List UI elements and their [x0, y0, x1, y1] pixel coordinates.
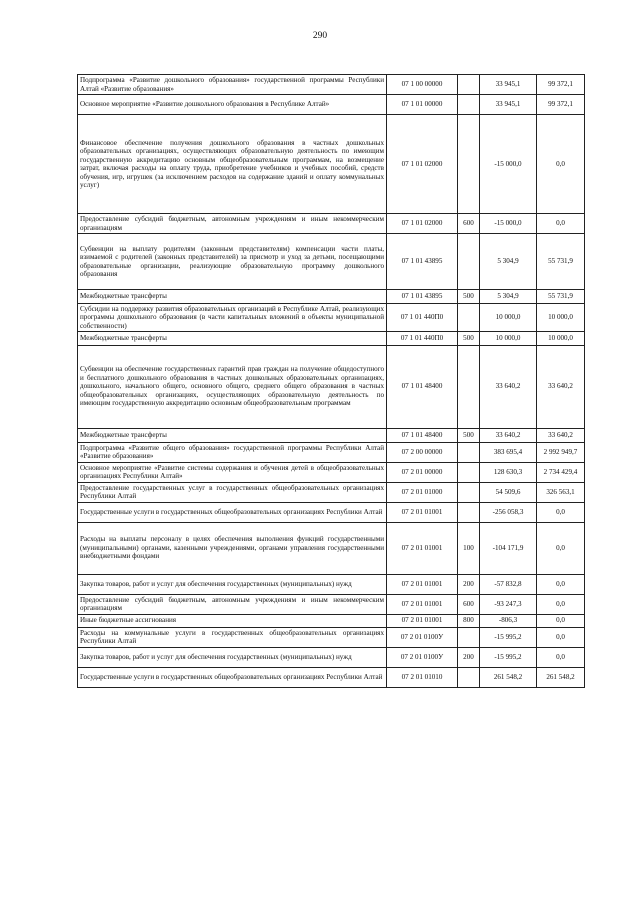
table-row	[78, 614, 585, 627]
row-value-2: 99 372,1	[537, 75, 585, 95]
row-value-1: 33 945,1	[480, 75, 537, 95]
row-value-2: 0,0	[537, 214, 585, 234]
row-name: Государственные услуги в государственных общеобразовательных организациях Республики Алтай	[78, 502, 387, 522]
table-row	[78, 345, 585, 428]
row-code: 07 1 01 43895	[387, 290, 458, 304]
table-row	[78, 214, 585, 234]
table-row	[78, 647, 585, 667]
table-row	[78, 502, 585, 522]
row-value-1: 10 000,0	[480, 304, 537, 332]
row-code: 07 1 00 00000	[387, 75, 458, 95]
row-name: Подпрограмма «Развитие общего образования» государственной программы Республики Алтай «Развитие образования»	[78, 442, 387, 462]
row-value-2: 33 640,2	[537, 428, 585, 442]
row-value-2: 0,0	[537, 522, 585, 574]
table-row	[78, 522, 585, 574]
row-expense-type	[458, 95, 480, 115]
row-value-1: -104 171,9	[480, 522, 537, 574]
row-code: 07 2 01 0100У	[387, 627, 458, 647]
row-name: Подпрограмма «Развитие дошкольного образования» государственной программы Республики Алтай «Развитие образования»	[78, 75, 387, 95]
row-value-1: 33 640,2	[480, 345, 537, 428]
row-code: 07 1 01 440П0	[387, 331, 458, 345]
row-expense-type: 100	[458, 522, 480, 574]
row-value-1: 261 548,2	[480, 667, 537, 687]
row-expense-type	[458, 667, 480, 687]
row-value-2: 326 563,1	[537, 482, 585, 502]
row-code: 07 1 01 02000	[387, 214, 458, 234]
row-name: Финансовое обеспечение получения дошкольного образования в частных дошкольных образовательных организациях, осуществляющих образовательную деятельность по имеющим государственную аккредитацию основным общеобразовательным программам, на возмещение затрат, включая расходы на оплату труда, приобретение учебников и учебных пособий, средств обучения, игр, игрушек (за исключением расходов на содержание зданий и оплату коммунальных услуг)	[78, 115, 387, 214]
table-row	[78, 442, 585, 462]
row-value-2: 55 731,9	[537, 234, 585, 290]
row-value-2: 99 372,1	[537, 95, 585, 115]
row-value-1: -256 058,3	[480, 502, 537, 522]
row-expense-type: 500	[458, 290, 480, 304]
row-value-1: 33 640,2	[480, 428, 537, 442]
table-row	[78, 304, 585, 332]
row-code: 07 1 01 48400	[387, 345, 458, 428]
table-row	[78, 290, 585, 304]
row-expense-type	[458, 502, 480, 522]
row-code: 07 2 00 00000	[387, 442, 458, 462]
row-value-2: 0,0	[537, 502, 585, 522]
row-value-2: 33 640,2	[537, 345, 585, 428]
row-value-2: 0,0	[537, 614, 585, 627]
row-value-1: 33 945,1	[480, 95, 537, 115]
row-value-1: 5 304,9	[480, 234, 537, 290]
row-expense-type	[458, 75, 480, 95]
row-value-2: 0,0	[537, 594, 585, 614]
budget-table	[77, 74, 585, 688]
row-name: Закупка товаров, работ и услуг для обеспечения государственных (муниципальных) нужд	[78, 574, 387, 594]
row-expense-type	[458, 304, 480, 332]
row-code: 07 2 01 01001	[387, 522, 458, 574]
row-expense-type	[458, 234, 480, 290]
row-value-1: -57 832,8	[480, 574, 537, 594]
row-value-1: -93 247,3	[480, 594, 537, 614]
row-code: 07 1 01 48400	[387, 428, 458, 442]
row-value-1: -15 995,2	[480, 627, 537, 647]
row-name: Предоставление государственных услуг в государственных общеобразовательных организациях Республики Алтай	[78, 482, 387, 502]
row-code: 07 2 01 0100У	[387, 647, 458, 667]
row-name: Расходы на коммунальные услуги в государственных общеобразовательных организациях Республики Алтай	[78, 627, 387, 647]
row-value-1: 5 304,9	[480, 290, 537, 304]
row-expense-type	[458, 482, 480, 502]
row-name: Субвенции на выплату родителям (законным представителям) компенсации части платы, взимаемой с родителей (законных представителей) за присмотр и уход за детьми, посещающими образовательные организации, реализующие образовательную программу дошкольного образования	[78, 234, 387, 290]
row-value-1: -15 000,0	[480, 214, 537, 234]
table-row	[78, 428, 585, 442]
table-row	[78, 594, 585, 614]
budget-table-body	[78, 75, 585, 688]
row-value-2: 10 000,0	[537, 331, 585, 345]
row-name: Субсидии на поддержку развития образовательных организаций в Республике Алтай, реализующих программы дошкольного образования (в части капитальных вложений в объекты муниципальной собственности)	[78, 304, 387, 332]
table-row	[78, 482, 585, 502]
page-number: 290	[312, 31, 328, 41]
row-code: 07 2 01 01001	[387, 574, 458, 594]
row-value-2: 0,0	[537, 647, 585, 667]
row-code: 07 1 01 00000	[387, 95, 458, 115]
row-code: 07 1 01 440П0	[387, 304, 458, 332]
table-row	[78, 331, 585, 345]
table-row	[78, 95, 585, 115]
row-value-1: -15 995,2	[480, 647, 537, 667]
row-code: 07 2 01 01001	[387, 594, 458, 614]
row-expense-type	[458, 442, 480, 462]
row-name: Межбюджетные трансферты	[78, 428, 387, 442]
row-value-2: 0,0	[537, 574, 585, 594]
row-code: 07 2 01 01010	[387, 667, 458, 687]
row-expense-type: 500	[458, 428, 480, 442]
table-row	[78, 627, 585, 647]
table-row	[78, 667, 585, 687]
row-code: 07 2 01 01001	[387, 614, 458, 627]
row-name: Основное мероприятие «Развитие дошкольного образования в Республике Алтай»	[78, 95, 387, 115]
row-expense-type: 200	[458, 647, 480, 667]
row-value-2: 0,0	[537, 627, 585, 647]
row-code: 07 1 01 02000	[387, 115, 458, 214]
row-code: 07 2 01 01000	[387, 482, 458, 502]
row-value-1: 383 695,4	[480, 442, 537, 462]
row-value-2: 10 000,0	[537, 304, 585, 332]
row-value-2: 55 731,9	[537, 290, 585, 304]
row-expense-type	[458, 627, 480, 647]
row-expense-type: 500	[458, 331, 480, 345]
row-value-2: 0,0	[537, 115, 585, 214]
row-name: Основное мероприятие «Развитие системы содержания и обучения детей в общеобразовательных организациях Республики Алтай»	[78, 462, 387, 482]
row-expense-type: 600	[458, 594, 480, 614]
row-name: Субвенции на обеспечение государственных гарантий прав граждан на получение общедоступного и бесплатного дошкольного образования в частных дошкольных образовательных организациях, дошкольного, начального общего, основного общего, среднего общего образования в частных общеобразовательных организациях, осуществляющих образовательную деятельность по имеющим государственную аккредитацию основным общеобразовательным программам	[78, 345, 387, 428]
row-expense-type: 200	[458, 574, 480, 594]
row-value-2: 2 734 429,4	[537, 462, 585, 482]
row-value-2: 261 548,2	[537, 667, 585, 687]
row-name: Иные бюджетные ассигнования	[78, 614, 387, 627]
row-value-1: -806,3	[480, 614, 537, 627]
row-expense-type: 800	[458, 614, 480, 627]
row-name: Предоставление субсидий бюджетным, автономным учреждениям и иным некоммерческим организациям	[78, 594, 387, 614]
row-code: 07 2 01 01001	[387, 502, 458, 522]
table-row	[78, 75, 585, 95]
row-name: Межбюджетные трансферты	[78, 290, 387, 304]
row-name: Межбюджетные трансферты	[78, 331, 387, 345]
row-value-1: 10 000,0	[480, 331, 537, 345]
row-name: Предоставление субсидий бюджетным, автономным учреждениям и иным некоммерческим организациям	[78, 214, 387, 234]
row-name: Расходы на выплаты персоналу в целях обеспечения выполнения функций государственными (муниципальными) органами, казенными учреждениями, органами управления государственными внебюджетными фондами	[78, 522, 387, 574]
row-name: Государственные услуги в государственных общеобразовательных организациях Республики Алтай	[78, 667, 387, 687]
row-code: 07 2 01 00000	[387, 462, 458, 482]
row-expense-type: 600	[458, 214, 480, 234]
table-row	[78, 234, 585, 290]
row-value-1: -15 000,0	[480, 115, 537, 214]
row-value-1: 128 630,3	[480, 462, 537, 482]
row-value-2: 2 992 949,7	[537, 442, 585, 462]
row-value-1: 54 509,6	[480, 482, 537, 502]
row-expense-type	[458, 462, 480, 482]
row-expense-type	[458, 345, 480, 428]
row-expense-type	[458, 115, 480, 214]
table-row	[78, 115, 585, 214]
row-code: 07 1 01 43895	[387, 234, 458, 290]
row-name: Закупка товаров, работ и услуг для обеспечения государственных (муниципальных) нужд	[78, 647, 387, 667]
table-row	[78, 574, 585, 594]
table-row	[78, 462, 585, 482]
